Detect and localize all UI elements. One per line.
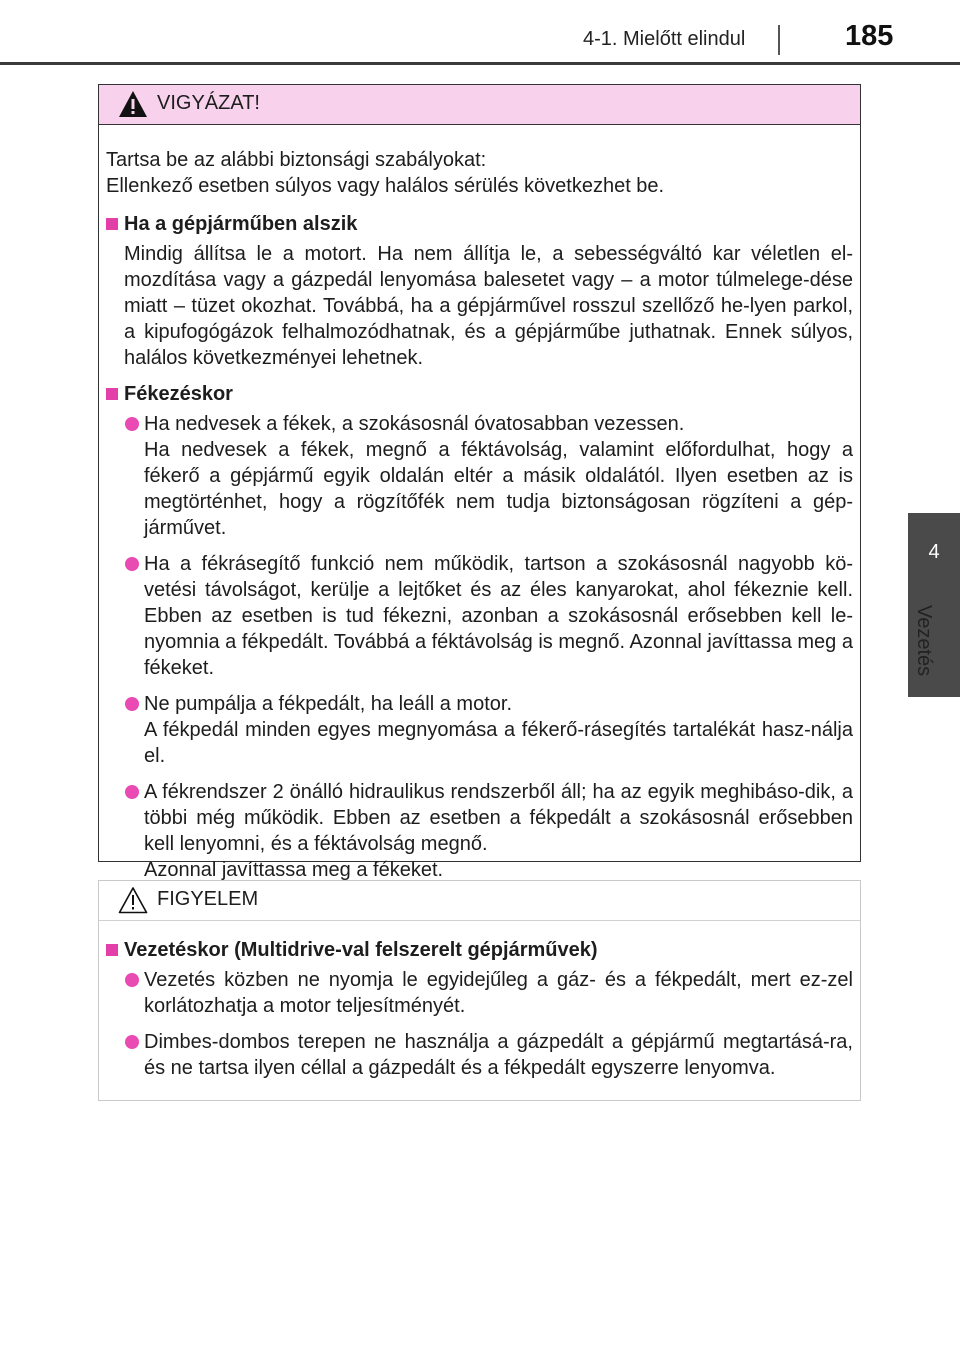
chapter-tab-label: Vezetés — [913, 605, 935, 677]
list-item-text: Ha nedvesek a fékek, megnő a féktávolság, valamint előfordulhat, hogy a fékerő a gépjármű egyik oldalán eltér a másik oldalától. Ilyen esetben az is megtörténhet, hogy a rögzítőfék nem tudja biztonságosan rögzíteni a gép-járművet. — [144, 439, 853, 539]
notice-body — [99, 921, 860, 1081]
header-rule — [0, 62, 960, 65]
page-number: 185 — [845, 20, 894, 52]
section-heading-text: Vezetéskor (Multidrive-val felszerelt gépjárművek) — [124, 939, 598, 961]
circle-bullet-icon — [125, 697, 139, 711]
caution-header — [99, 85, 860, 125]
caution-intro-2: Ellenkező esetben súlyos vagy halálos sérülés következhet be. — [106, 175, 665, 197]
section-heading-sleeping — [106, 211, 853, 237]
warning-icon — [118, 90, 148, 118]
section-heading-text: Ha a gépjárműben alszik — [124, 213, 358, 235]
notice-header — [99, 881, 860, 921]
section-heading-multidrive — [106, 937, 853, 963]
list-item-text: Vezetés közben ne nyomja le egyidejűleg a gáz- és a fékpedált, mert ez-zel korlátozhatja a motor teljesítményét. — [144, 969, 853, 1017]
section-text-sleeping: Mindig állítsa le a motort. Ha nem állítja le, a sebességváltó kar véletlen el-mozdítása vagy a gázpedál lenyomása balesetet vagy – a motor túlmelege-dése miatt – tüzet okozhat. Továbbá, ha a gépjárművel rosszul szellőző he-lyen parkol, a kipufogógázok felhalmozódhatnak, és a gépjárműbe juthatnak. Ennek súlyos, halálos következményei lehetnek. — [124, 243, 853, 369]
notice-box — [98, 880, 861, 1101]
list-item — [106, 779, 853, 883]
circle-bullet-icon — [125, 557, 139, 571]
caution-body — [99, 125, 860, 883]
list-item-text: Ne pumpálja a fékpedált, ha leáll a motor. — [144, 693, 512, 715]
caution-intro-1: Tartsa be az alábbi biztonsági szabályokat: — [106, 149, 487, 171]
square-bullet-icon — [106, 218, 118, 230]
header-divider — [778, 25, 780, 55]
list-item — [106, 551, 853, 681]
notice-warning-icon — [118, 886, 148, 914]
header-section-title: 4-1. Mielőtt elindul — [583, 28, 746, 50]
list-item-text: Ha nedvesek a fékek, a szokásosnál óvatosabban vezessen. — [144, 413, 685, 435]
list-item-text: A fékpedál minden egyes megnyomása a fékerő-rásegítés tartalékát hasz-nálja el. — [144, 719, 853, 767]
square-bullet-icon — [106, 944, 118, 956]
list-item-text: Azonnal javíttassa meg a fékeket. — [144, 859, 444, 881]
chapter-tab-number: 4 — [928, 541, 940, 563]
caution-box — [98, 84, 861, 881]
square-bullet-icon — [106, 388, 118, 400]
circle-bullet-icon — [125, 417, 139, 431]
list-item — [106, 1029, 853, 1081]
list-item-text: Ha a fékrásegítő funkció nem működik, tartson a szokásosnál nagyobb kö-vetési távolságot, kerülje a lejtőket és az éles kanyarokat, ahol fékeznie kell. Ebben az esetben is tud fékezni, azonban a szokásosnál erősebben kell le-nyomnia a fékpedált. Továbbá a féktávolság is megnő. Azonnal javíttassa meg a fékeket. — [144, 553, 853, 679]
section-heading-braking — [106, 381, 853, 407]
circle-bullet-icon — [125, 785, 139, 799]
circle-bullet-icon — [125, 973, 139, 987]
list-item — [106, 691, 853, 769]
list-item-text: Dimbes-dombos terepen ne használja a gázpedált a gépjármű megtartásá-ra, és ne tartsa ilyen céllal a gázpedált és a fékpedált egyszerre lenyomva. — [144, 1031, 853, 1079]
circle-bullet-icon — [125, 1035, 139, 1049]
list-item — [106, 411, 853, 541]
caution-title: VIGYÁZAT! — [157, 92, 260, 114]
section-heading-text: Fékezéskor — [124, 383, 233, 405]
list-item-text: A fékrendszer 2 önálló hidraulikus rendszerből áll; ha az egyik meghibáso-dik, a többi még működik. Ebben az esetben a fékpedált a szokásosnál erősebben kell lenyomni, és a féktávolság megnő. — [144, 781, 853, 855]
list-item — [106, 967, 853, 1019]
notice-title: FIGYELEM — [157, 888, 259, 910]
